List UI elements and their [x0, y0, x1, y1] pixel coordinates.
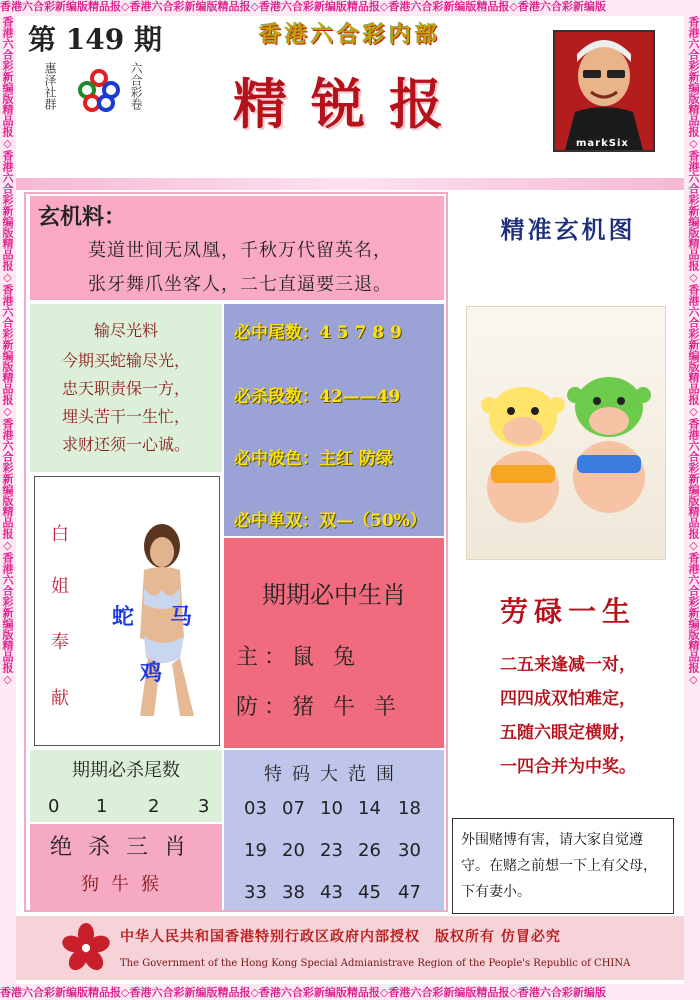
lose-all-title: 输尽光料 — [93, 321, 158, 340]
kill-three-title: 绝杀三肖 — [49, 835, 202, 860]
special-number: 14 — [358, 798, 381, 819]
special-number: 18 — [398, 798, 421, 819]
page-subtitle: 香港六合彩内部 — [258, 22, 441, 48]
girl-caption-char: 奉 — [51, 632, 69, 653]
lottery-balls-icon — [74, 66, 124, 116]
portrait-photo — [553, 30, 655, 152]
special-number: 03 — [244, 798, 267, 819]
kill-three-animals: 狗牛猴 — [81, 874, 171, 895]
header-divider — [16, 178, 684, 190]
left-border-text: 香港六合彩新编版精品报◇香港六合彩新编版精品报◇香港六合彩新编版精品报◇香港六合彩新编版精品报◇香港六合彩新编版精品报◇ — [1, 16, 14, 686]
lose-all-line: 忠天职责保一方， — [61, 379, 190, 398]
toy-photo — [466, 306, 666, 560]
special-number: 19 — [244, 840, 267, 861]
page-title: 精锐报 — [233, 72, 467, 136]
logo-right-text: 六合彩卷 — [129, 62, 143, 110]
lose-all-line: 今期买蛇输尽光， — [61, 351, 190, 370]
right-heading: 精准玄机图 — [500, 215, 636, 244]
kill-tail-number: 1 — [96, 796, 108, 817]
right-verse-line: 二五来逢减一对， — [500, 655, 636, 675]
right-verse-line: 一四合并为中奖。 — [500, 757, 636, 777]
top-border-text: 香港六合彩新编版精品报◇香港六合彩新编版精品报◇香港六合彩新编版精品报◇香港六合彩新编版精品报◇香港六合彩新编版 — [0, 0, 606, 13]
kill-tail-number: 3 — [198, 796, 210, 817]
special-number: 20 — [282, 840, 305, 861]
special-number: 45 — [358, 882, 381, 903]
must-odd-even: 必中单双：双—（50%） — [234, 511, 427, 531]
lose-all-line: 埋头苦干一生忙， — [61, 407, 190, 426]
special-number: 10 — [320, 798, 343, 819]
riddle-line: 张牙舞爪坐客人，二七直逼要三退。 — [88, 274, 392, 295]
right-subheading: 劳碌一生 — [499, 595, 636, 628]
bottom-border-text: 香港六合彩新编版精品报◇香港六合彩新编版精品报◇香港六合彩新编版精品报◇香港六合彩新编版精品报◇香港六合彩新编版 — [0, 986, 606, 999]
special-number: 26 — [358, 840, 381, 861]
special-number: 33 — [244, 882, 267, 903]
special-range-title: 特码大范围 — [264, 764, 404, 785]
kill-tail-number: 2 — [148, 796, 160, 817]
zodiac-title: 期期必中生肖 — [262, 581, 406, 609]
right-border-text: 香港六合彩新编版精品报◇香港六合彩新编版精品报◇香港六合彩新编版精品报◇香港六合彩新编版精品报◇香港六合彩新编版精品报◇ — [687, 16, 700, 686]
girl-caption-char: 白 — [51, 524, 69, 545]
riddle-title: 玄机料： — [38, 204, 127, 230]
special-number: 07 — [282, 798, 305, 819]
kill-tail-title: 期期必杀尾数 — [72, 760, 180, 781]
must-tail-numbers: 必中尾数：4 5 7 8 9 — [234, 323, 402, 343]
girl-word: 马 — [170, 604, 193, 630]
logo — [36, 60, 166, 126]
must-kill-range: 必杀段数：42——49 — [234, 387, 401, 407]
footer-chinese: 中华人民共和国香港特别行政区政府内部授权 版权所有 仿冒必究 — [120, 929, 561, 945]
riddle-line: 莫道世间无凤凰，千秋万代留英名， — [88, 240, 392, 261]
girl-word: 鸡 — [140, 660, 163, 686]
special-number: 23 — [320, 840, 343, 861]
right-verse-line: 五随六眼定横财， — [500, 723, 636, 743]
must-color: 必中波色：主红 防绿 — [234, 449, 393, 469]
girl-caption-char: 献 — [51, 688, 69, 709]
zodiac-guard: 防：猪 牛 羊 — [236, 695, 402, 720]
kill-tail-number: 0 — [48, 796, 60, 817]
portrait-figure — [555, 32, 653, 150]
gambling-notice: 外围赌博有害，请大家自觉遵守。在赌之前想一下上有父母，下有妻小。 — [452, 818, 674, 914]
marksix-label: markSix — [576, 138, 629, 149]
special-number: 47 — [398, 882, 421, 903]
girl-caption-char: 姐 — [51, 576, 69, 597]
footer-english: The Government of the Hong Kong Special Admianistrave Region of the People's Republic of CHINA — [120, 958, 631, 969]
zodiac-main: 主：鼠 兔 — [236, 645, 361, 670]
girl-word: 蛇 — [112, 604, 135, 630]
bauhinia-flower-icon — [60, 922, 112, 974]
special-number: 38 — [282, 882, 305, 903]
issue-number: 第 149 期 — [28, 23, 162, 56]
lose-all-line: 求财还须一心诚。 — [61, 435, 190, 454]
logo-left-text: 惠泽社群 — [43, 62, 57, 110]
special-number: 30 — [398, 840, 421, 861]
toy-figures — [467, 307, 667, 561]
right-verse-line: 四四成双怕难定， — [500, 689, 636, 709]
special-number: 43 — [320, 882, 343, 903]
